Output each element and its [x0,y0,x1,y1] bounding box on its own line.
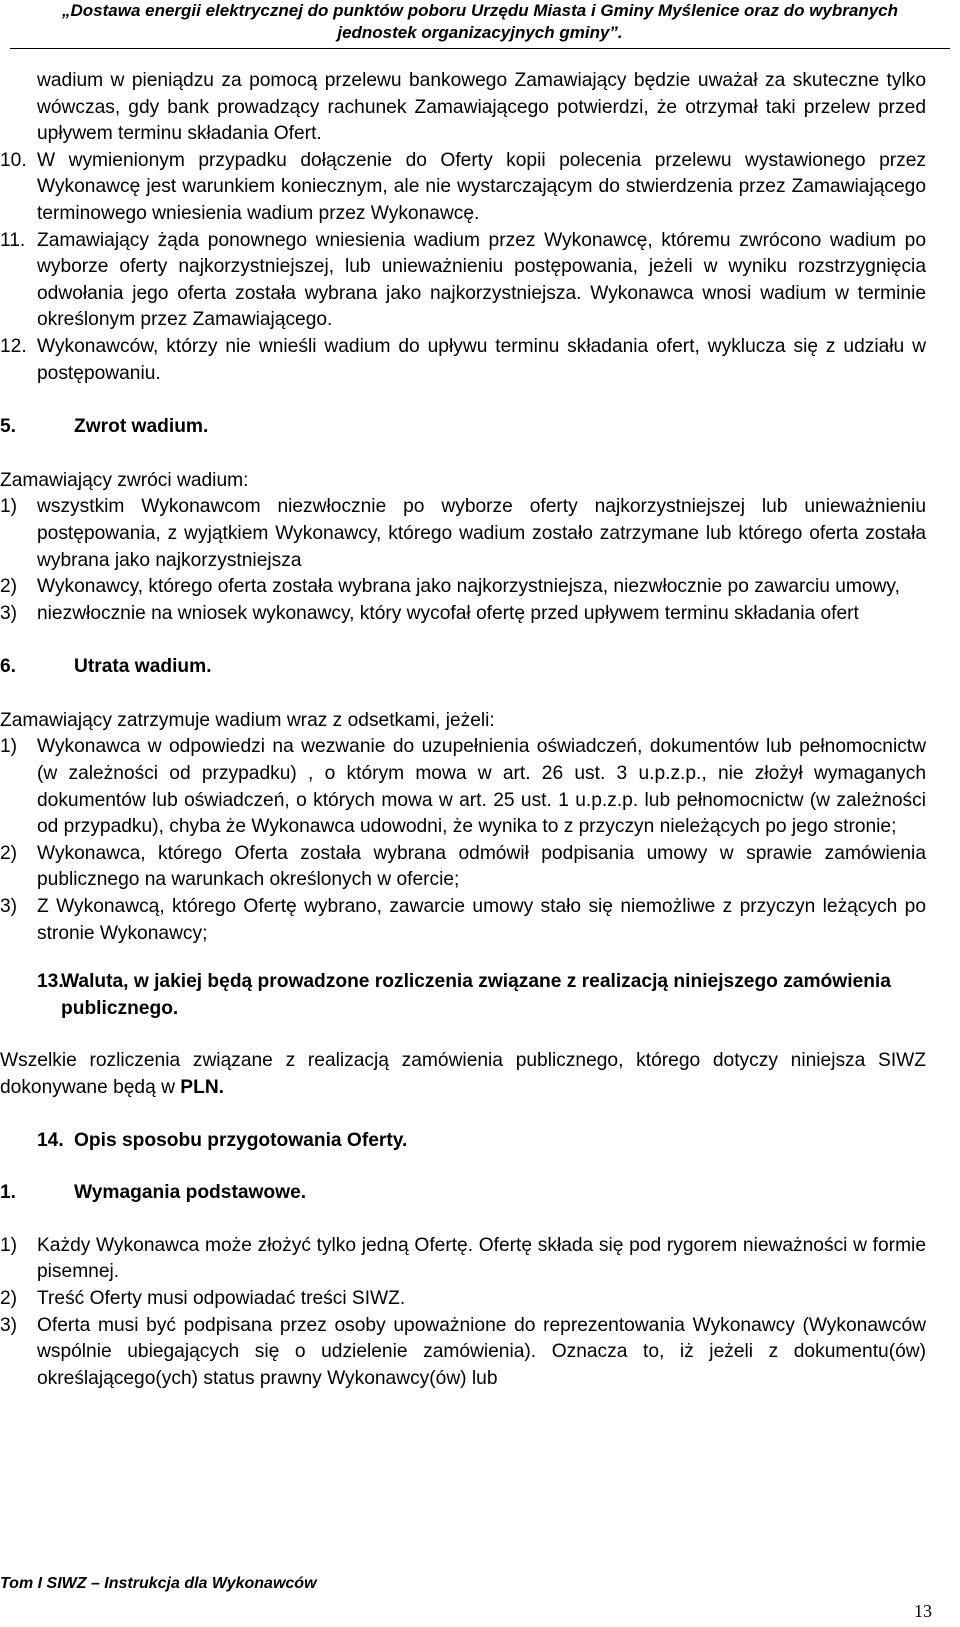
list-item-12 [0,334,926,387]
item-text: Wykonawca, którego Oferta została wybrana odmówił podpisania umowy w sprawie zamówienia publicznego na warunkach określonych w ofercie; [37,842,926,891]
item-number: 2) [0,842,18,864]
item-number: 1) [0,1234,18,1256]
item-number: 3) [0,602,18,624]
section-14-item-3 [0,1313,926,1393]
item-number: 3) [0,896,18,918]
section-14-heading [0,1128,960,1155]
section-6-item-2 [0,841,926,894]
item-number: 1) [0,496,18,518]
header-line-2: jednostek organizacyjnych gminy”. [337,23,623,42]
section-13-text [0,1048,926,1101]
item-text: Wykonawca w odpowiedzi na wezwanie do uzupełnienia oświadczeń, dokumentów lub pełnomocnictw (w zależności od przypadku) , o którym mowa w art. 26 ust. 3 u.p.z.p., nie złożył wymaganych dokumentów lub oświadczeń, o których mowa w art. 25 ust. 1 u.p.z.p. lub pełnomocnictw (w zależności od przypadku), chyba że Wykonawca udowodni, że wynika to z przyczyn nieleżących po jego stronie; [37,736,926,838]
section-number: 5. [0,416,17,438]
section-6-lead: Zamawiający zatrzymuje wadium wraz z odsetkami, jeżeli: [0,709,495,731]
item-text: Zamawiający żąda ponownego wniesienia wadium przez Wykonawcę, któremu zwrócono wadium po wyborze oferty najkorzystniejszej, lub unieważnieniu postępowania, jeżeli w wyniku rozstrzygnięcia odwołania jego oferta została wybrana jako najkorzystniejsza. Wykonawca wnosi wadium w terminie określonym przez Zamawiającego. [37,229,926,331]
subsection-title: Wymagania podstawowe. [74,1182,307,1204]
item-text: Z Wykonawcą, którego Ofertę wybrano, zawarcie umowy stało się niemożliwe z przyczyn leżących po stronie Wykonawcy; [37,896,926,944]
item-number: 2) [0,1287,18,1309]
item-number: 2) [0,576,18,598]
section-title: Waluta, w jakiej będą prowadzone rozliczenia związane z realizacją niniejszego zamówienia publicznego. [61,971,891,1019]
document-header [10,0,950,49]
section-5-item-2 [0,574,926,601]
item-text: Wykonawców, którzy nie wnieśli wadium do upływu terminu składania ofert, wyklucza się z udziału w postępowaniu. [37,335,926,384]
item-number: 3) [0,1314,18,1336]
section-title: Utrata wadium. [74,656,212,678]
intro-continuation: wadium w pieniądzu za pomocą przelewu bankowego Zamawiający będzie uważał za skuteczne tylko wówczas, gdy bank prowadzący rachunek Zamawiającego potwierdzi, że otrzymał taki przelew przed upływem terminu składania Ofert. [37,70,926,145]
subsection-number: 1. [0,1182,17,1204]
item-text: niezwłocznie na wniosek wykonawcy, który wycofał ofertę przed upływem terminu składania ofert [37,602,859,624]
section-6-item-1 [0,734,926,840]
paragraph-text: Wszelkie rozliczenia związane z realizacją zamówienia publicznego, którego dotyczy niniejsza SIWZ dokonywane będą w [0,1050,926,1098]
section-5-item-1 [0,494,926,574]
header-line-1: „Dostawa energii elektrycznej do punktów poboru Urzędu Miasta i Gminy Myślenice oraz do wybranych [61,1,898,20]
section-title: Opis sposobu przygotowania Oferty. [74,1129,408,1151]
section-6-item-3 [0,894,926,947]
subsection-1-heading [0,1180,960,1207]
item-number: 11. [0,229,26,251]
section-number: 13. [37,971,64,993]
list-item-11 [0,228,926,334]
item-text: wszystkim Wykonawcom niezwłocznie po wyborze oferty najkorzystniejszej lub unieważnieniu postępowania, z wyjątkiem Wykonawcy, którego wadium zostało zatrzymane lub którego oferta została wybrana jako najkorzystniejsza [37,496,926,571]
section-6-heading [0,654,960,681]
currency-code: PLN. [180,1077,225,1098]
document-footer: Tom I SIWZ – Instrukcja dla Wykonawców [0,1575,317,1592]
section-number: 6. [0,656,17,678]
section-5-item-3 [0,601,926,628]
item-number: 10. [0,149,27,171]
list-item-10 [0,148,926,228]
item-text: Treść Oferty musi odpowiadać treści SIWZ. [37,1287,406,1309]
section-14-item-1 [0,1233,926,1286]
section-5-heading [0,414,960,441]
item-text: Każdy Wykonawca może złożyć tylko jedną Ofertę. Ofertę składa się pod rygorem nieważności w formie pisemnej. [37,1234,926,1283]
page-number: 13 [914,1601,932,1621]
section-13-heading [0,969,926,1022]
item-text: Wykonawcy, którego oferta została wybrana jako najkorzystniejsza, niezwłocznie po zawarciu umowy, [37,576,900,598]
section-title: Zwrot wadium. [74,416,209,438]
item-number: 1) [0,736,18,758]
item-text: Oferta musi być podpisana przez osoby upoważnione do reprezentowania Wykonawcy (Wykonawców wspólnie ubiegających się o udzielenie zamówienia). Oznacza to, iż jeżeli z dokumentu(ów) określającego(ych) status prawny Wykonawcy(ów) lub [37,1314,926,1389]
document-body [0,68,960,1392]
item-text: W wymienionym przypadku dołączenie do Oferty kopii polecenia przelewu wystawionego przez Wykonawcę jest warunkiem koniecznym, ale nie wystarczającym do stwierdzenia przez Zamawiającego terminowego wniesienia wadium przez Wykonawcę. [37,149,926,224]
item-number: 12. [0,335,27,357]
section-14-item-2 [0,1286,926,1313]
section-5-lead: Zamawiający zwróci wadium: [0,469,249,491]
section-number: 14. [37,1129,64,1151]
